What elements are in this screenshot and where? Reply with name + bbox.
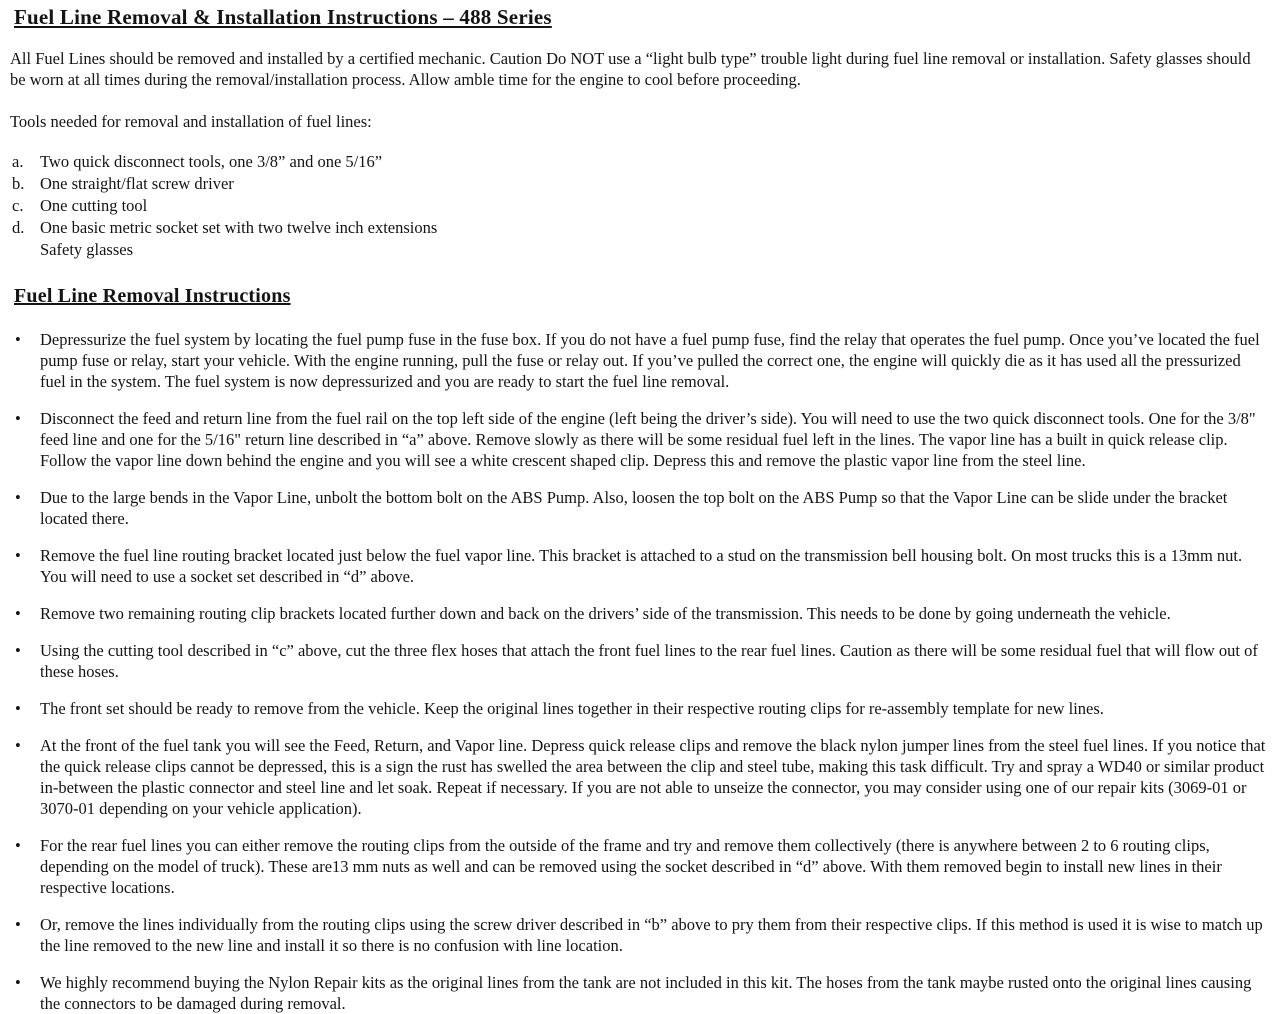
step-item: • Due to the large bends in the Vapor Line, unbolt the bottom bolt on the ABS Pump. Also, loosen the top bolt on the ABS Pump so that the Vapor Line can be slide under the bracket located there. — [10, 487, 1268, 529]
step-item: • Using the cutting tool described in “c” above, cut the three flex hoses that attach the front fuel lines to the rear fuel lines. Caution as there will be some residual fuel that will flow out of these hoses. — [10, 640, 1268, 682]
step-item: • Remove the fuel line routing bracket located just below the fuel vapor line. This bracket is attached to a stud on the transmission bell housing bolt. On most trucks this is a 13mm nut. You will need to use a socket set described in “d” above. — [10, 545, 1268, 587]
step-item: • Depressurize the fuel system by locating the fuel pump fuse in the fuse box. If you do not have a fuel pump fuse, find the relay that operates the fuel pump. Once you’ve located the fuel pump fuse or relay, start your vehicle. With the engine running, pull the fuse or relay out. If you’ve pulled the correct one, the engine will quickly die as it has used all the pressurized fuel in the system. The fuel system is now depressurized and you are ready to start the fuel line removal. — [10, 329, 1268, 392]
tools-list — [10, 151, 1268, 238]
step-item: • Remove two remaining routing clip brackets located further down and back on the drivers’ side of the transmission. This needs to be done by going underneath the vehicle. — [10, 603, 1268, 624]
tool-letter: c. — [12, 196, 24, 215]
tool-item — [10, 173, 1268, 194]
tool-letter: b. — [12, 174, 25, 193]
steps-list — [10, 329, 1268, 1014]
step-item: • We highly recommend buying the Nylon Repair kits as the original lines from the tank are not included in this kit. The hoses from the tank maybe rusted onto the original lines causing the connectors to be damaged during removal. — [10, 972, 1268, 1014]
tool-item — [10, 195, 1268, 216]
tools-heading: Tools needed for removal and installation of fuel lines: — [10, 112, 372, 131]
section-row — [14, 284, 1268, 309]
step-item: • Or, remove the lines individually from the routing clips using the screw driver described in “b” above to pry them from their respective clips. If this method is used it is wise to match up the line removed to the new line and install it so there is no confusion with line location. — [10, 914, 1268, 956]
tool-letter: a. — [12, 152, 24, 171]
section-heading: Fuel Line Removal Instructions — [14, 285, 291, 307]
step-item: • The front set should be ready to remove from the vehicle. Keep the original lines together in their respective routing clips for re-assembly template for new lines. — [10, 698, 1268, 719]
tool-text: One cutting tool — [40, 196, 148, 215]
tool-item — [10, 151, 1268, 172]
step-item: • For the rear fuel lines you can either remove the routing clips from the outside of the frame and try and remove them collectively (there is anywhere between 2 to 6 routing clips, depending on the model of truck). These are13 mm nuts as well and can be removed using the socket described in “d” above. With them removed begin to install new lines in their respective locations. — [10, 835, 1268, 898]
step-item: • Disconnect the feed and return line from the fuel rail on the top left side of the engine (left being the driver’s side). You will need to use the two quick disconnect tools. One for the 3/8" feed line and one for the 5/16" return line described in “a” above. Remove slowly as there will be some residual fuel left in the lines. The vapor line has a built in quick release clip. Follow the vapor line down behind the engine and you will see a white crescent shaped clip. Depress this and remove the plastic vapor line from the steel line. — [10, 408, 1268, 471]
tool-text: Two quick disconnect tools, one 3/8” and one 5/16” — [40, 152, 383, 171]
intro-paragraph: All Fuel Lines should be removed and installed by a certified mechanic. Caution Do NOT use a “light bulb type” trouble light during fuel line removal or installation. Safety glasses should be worn at all times during the removal/installation process. Allow amble time for the engine to cool before proceeding. — [10, 49, 1251, 89]
step-item: • At the front of the fuel tank you will see the Feed, Return, and Vapor line. Depress quick release clips and remove the black nylon jumper lines from the steel fuel lines. If you notice that the quick release clips cannot be depressed, this is a sign the rust has swelled the area between the clip and steel tube, making this task difficult. Try and spray a WD40 or similar product in-between the plastic connector and steel line and let soak. Repeat if necessary. If you are not able to unseize the connector, you may consider using one of our repair kits (3069-01 or 3070-01 depending on your vehicle application). — [10, 735, 1268, 819]
tool-extra-line: Safety glasses — [40, 240, 134, 259]
title-row — [14, 4, 1268, 30]
tool-text: One basic metric socket set with two twelve inch extensions — [40, 218, 438, 237]
tool-text: One straight/flat screw driver — [40, 174, 234, 193]
document-title: Fuel Line Removal & Installation Instructions – 488 Series — [14, 5, 552, 29]
tool-item — [10, 217, 1268, 238]
tool-letter: d. — [12, 218, 25, 237]
